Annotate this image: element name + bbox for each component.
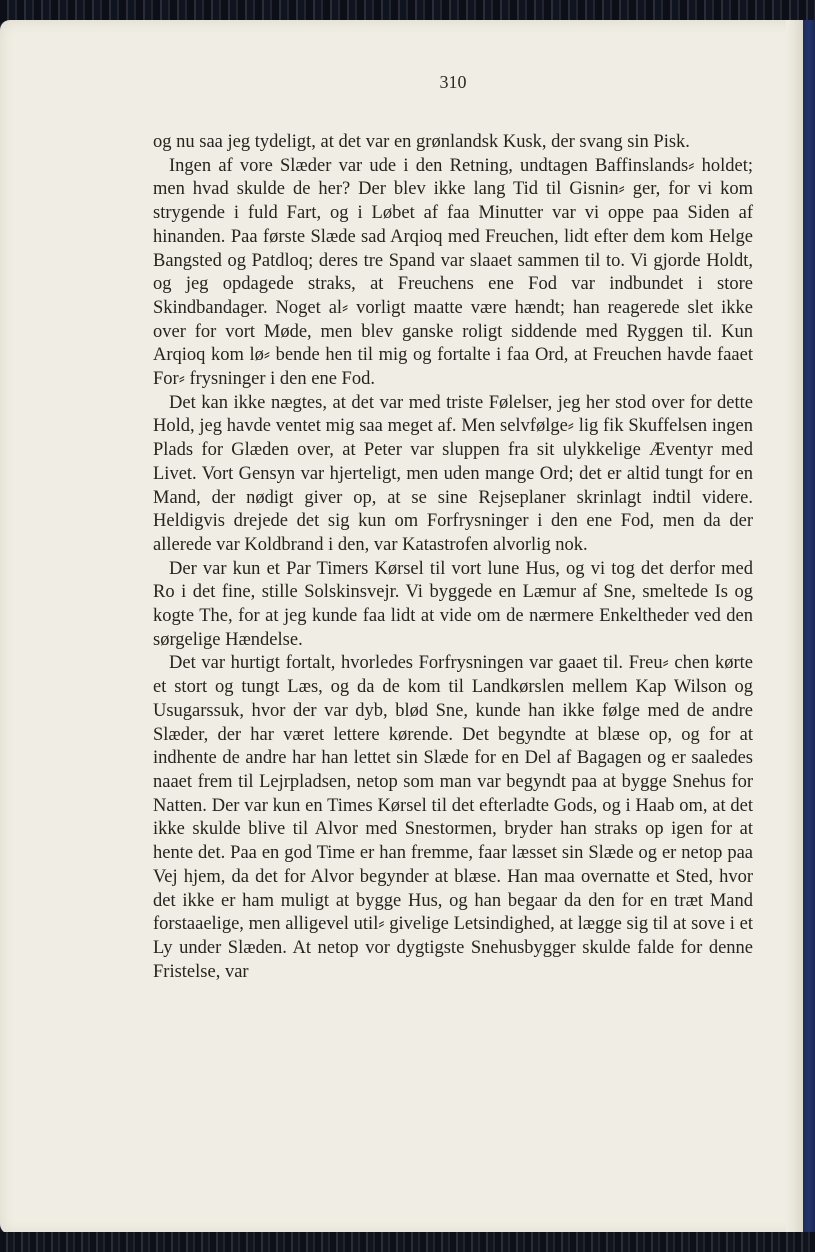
paragraph: Der var kun et Par Timers Kørsel til vort lune Hus, og vi tog det derfor med Ro i det fine, stille Solskinsvejr. Vi byggede en Læmur af Sne, smeltede Is og kogte The, for at jeg kunde faa lidt at vide om de nærmere Enkeltheder ved den sørgelige Hændelse. xyxy=(153,558,753,650)
scan-border-top xyxy=(0,0,815,22)
paragraph: og nu saa jeg tydeligt, at det var en grønlandsk Kusk, der svang sin Pisk. xyxy=(153,132,690,152)
book-spine xyxy=(803,20,815,1234)
body-text xyxy=(153,131,753,984)
paragraph: Ingen af vore Slæder var ude i den Retning, undtagen Baffinslands⸗ holdet; men hvad skulde de her? Der blev ikke lang Tid til Gisnin⸗ ger, for vi kom strygende i fuld Fart, og i Løbet af faa Minutter var vi oppe paa Siden af hinanden. Paa første Slæde sad Arqioq med Freuchen, lidt efter dem kom Helge Bangsted og Patdloq; deres tre Spand var slaaet sammen til to. Vi gjorde Holdt, og jeg opdagede straks, at Freuchens ene Fod var indbundet i store Skindbandager. Noget al⸗ vorligt maatte være hændt; han reagerede slet ikke over for vort Møde, men blev ganske roligt siddende med Ryggen til. Kun Arqioq kom lø⸗ bende hen til mig og fortalte i faa Ord, at Freuchen havde faaet For⸗ frysninger i den ene Fod. xyxy=(153,155,753,390)
paragraph: Det kan ikke nægtes, at det var med triste Følelser, jeg her stod over for dette Hold, jeg havde ventet mig saa meget af. Men selvfølge⸗ lig fik Skuffelsen ingen Plads for Glæden over, at Peter var sluppen fra sit ulykkelige Æventyr med Livet. Vort Gensyn var hjerteligt, men uden mange Ord; det er altid tungt for en Mand, der nødigt giver op, at se sine Rejseplaner skrinlagt indtil videre. Heldigvis drejede det sig kun om Forfrysninger i den ene Fod, men da der allerede var Koldbrand i den, var Katastrofen alvorlig nok. xyxy=(153,392,753,555)
scan-border-bottom xyxy=(0,1232,815,1252)
page-number: 310 xyxy=(439,72,467,92)
paragraph: Det var hurtigt fortalt, hvorledes Forfrysningen var gaaet til. Freu⸗ chen kørte et stort og tungt Læs, og da de kom til Landkørslen mellem Kap Wilson og Usugarssuk, hvor der var dyb, blød Sne, kunde han ikke følge med de andre Slæder, der har været lettere kørende. Det begyndte at blæse op, og for at indhente de andre har han lettet sin Slæde for en Del af Bagagen og er saaledes naaet frem til Lejrpladsen, netop som man var begyndt paa at bygge Snehus for Natten. Der var kun en Times Kørsel til det efterladte Gods, og i Haab om, at det ikke skulde blive til Alvor med Snestormen, bryder han straks op igen for at hente det. Paa en god Time er han fremme, faar læsset sin Slæde og er netop paa Vej hjem, da det for Alvor begynder at blæse. Han maa overnatte et Sted, hvor det ikke er ham muligt at bygge Hus, og han begaar da den for en træt Mand forstaaelige, men alligevel util⸗ givelige Letsindighed, at lægge sig til at sove i et Ly under Slæden. At netop vor dygtigste Snehusbygger skulde falde for denne Fristelse, var xyxy=(153,653,753,982)
